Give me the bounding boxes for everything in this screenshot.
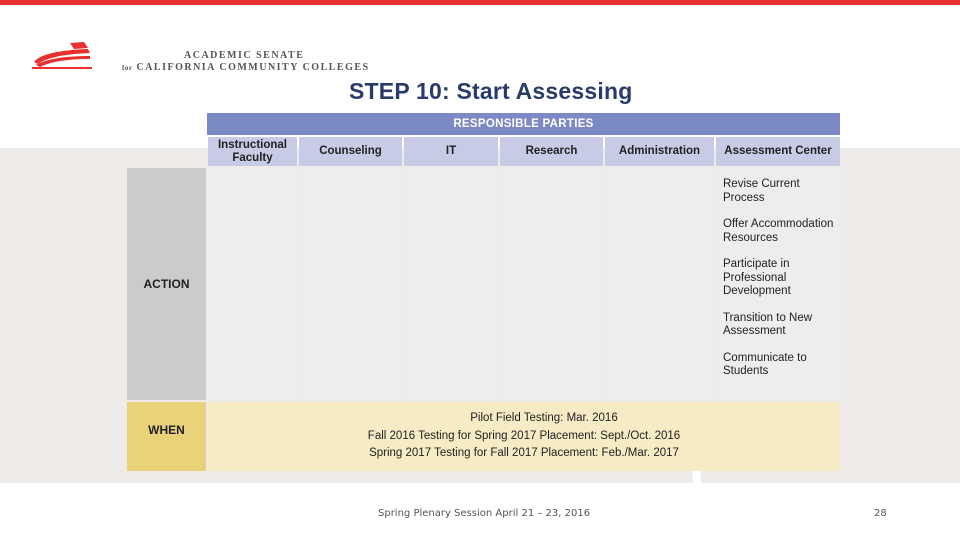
org-line-2: CALIFORNIA COMMUNITY COLLEGES <box>136 62 370 73</box>
action-cell-counseling <box>299 168 402 400</box>
action-cell-it <box>404 168 498 400</box>
org-name <box>122 50 370 73</box>
column-header-research: Research <box>500 137 603 166</box>
action-item: Revise Current Process <box>723 178 800 204</box>
column-header-it: IT <box>404 137 498 166</box>
action-cell-administration <box>605 168 714 400</box>
action-cell-instructional-faculty <box>208 168 297 400</box>
footer-session: Spring Plenary Session April 21 – 23, 2016 <box>378 508 591 519</box>
column-header-instructional-faculty: Instructional Faculty <box>208 137 297 166</box>
column-header-counseling: Counseling <box>299 137 402 166</box>
slide-title: STEP 10: Start Assessing <box>349 78 633 104</box>
senate-logo-icon <box>30 40 94 70</box>
assessment-center-action-list <box>723 178 838 392</box>
org-line-2-prefix: for <box>122 64 133 72</box>
when-timeline <box>208 402 840 471</box>
action-item: Participate in Professional Development <box>723 258 791 297</box>
action-row-label: ACTION <box>127 168 206 400</box>
action-item: Communicate to Students <box>723 351 807 377</box>
action-cell-research <box>500 168 603 400</box>
band-divider <box>693 470 701 483</box>
top-accent-bar <box>0 0 960 5</box>
column-header-administration: Administration <box>605 137 714 166</box>
column-header-assessment-center: Assessment Center <box>716 137 840 166</box>
page-number: 28 <box>874 508 887 519</box>
when-line: Pilot Field Testing: Mar. 2016 <box>470 412 618 425</box>
action-item: Transition to New Assessment <box>723 311 813 337</box>
when-row-label: WHEN <box>127 402 206 471</box>
when-line: Spring 2017 Testing for Fall 2017 Placement: Feb./Mar. 2017 <box>369 447 679 460</box>
when-line: Fall 2016 Testing for Spring 2017 Placement: Sept./Oct. 2016 <box>367 429 681 442</box>
responsible-parties-header: RESPONSIBLE PARTIES <box>207 113 840 135</box>
action-item: Offer Accommodation Resources <box>723 218 834 244</box>
org-line-1: ACADEMIC SENATE <box>184 50 305 61</box>
